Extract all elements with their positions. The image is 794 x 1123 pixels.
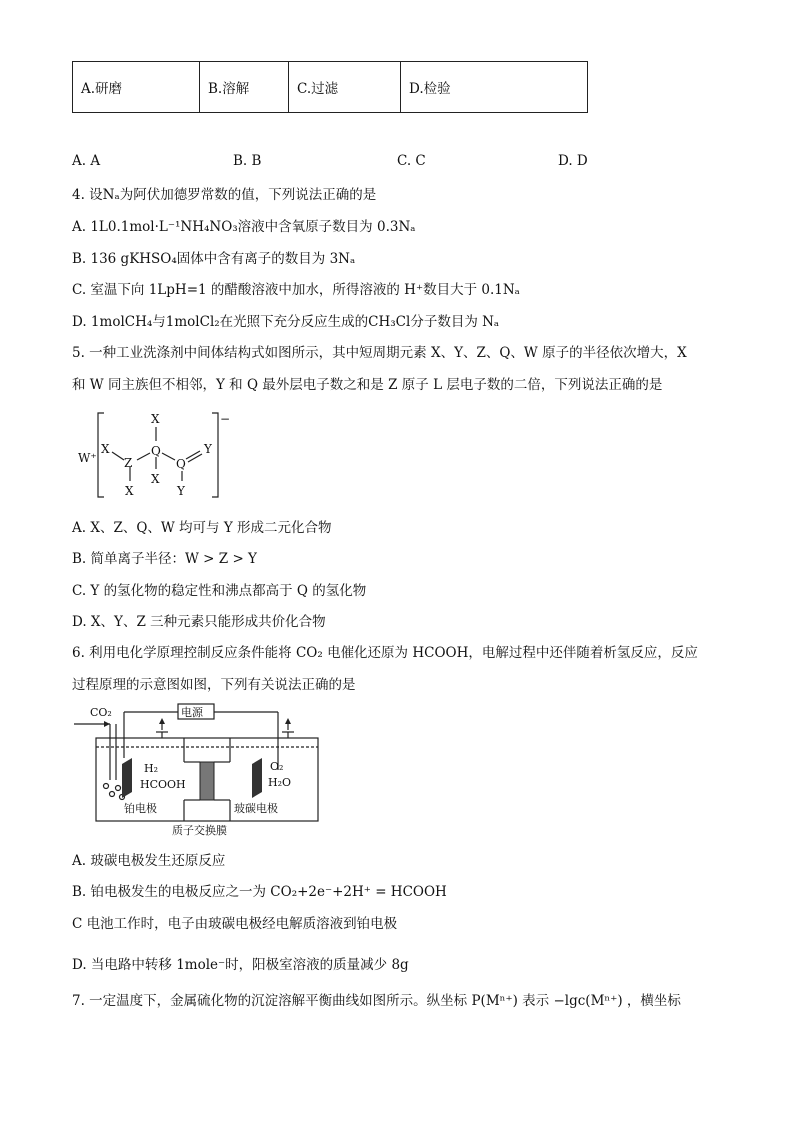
q7-stem-part-a: 7. 一定温度下，金属硫化物的沉淀溶解平衡曲线如图所示。纵坐标 bbox=[72, 993, 468, 1009]
struct-w: W⁺ bbox=[78, 451, 97, 465]
q3-option-a[interactable]: A. A bbox=[72, 153, 101, 169]
q3-cell-a: A.研磨 bbox=[73, 62, 200, 113]
diagram-co2-label: CO₂ bbox=[90, 706, 112, 719]
diagram-h2-label: H₂ bbox=[144, 762, 159, 775]
diagram-h2o-label: H₂O bbox=[268, 776, 292, 789]
struct-q1: Q bbox=[151, 444, 161, 458]
diagram-pt-electrode-label: 铂电极 bbox=[124, 802, 157, 815]
q7-stem-part-d: −lgc(Mⁿ⁺) bbox=[553, 993, 623, 1009]
q3-cell-b: B.溶解 bbox=[200, 62, 289, 113]
diagram-hcooh-label: HCOOH bbox=[140, 778, 186, 791]
struct-x1: X bbox=[101, 442, 110, 456]
q3-option-d[interactable]: D. D bbox=[558, 153, 588, 169]
struct-x2: X bbox=[151, 412, 160, 426]
q6-option-d[interactable]: D. 当电路中转移 1mole⁻时，阳极室溶液的质量减少 8g bbox=[72, 957, 409, 973]
diagram-gc-electrode-label: 玻碳电极 bbox=[234, 802, 278, 815]
q7-stem-part-e: ，横坐标 bbox=[626, 993, 681, 1009]
struct-y2: Y bbox=[177, 484, 185, 498]
diagram-power-label: 电源 bbox=[181, 706, 203, 719]
q7-stem-part-b: P(Mⁿ⁺) bbox=[471, 993, 518, 1009]
q4-option-a[interactable]: A. 1L0.1mol·L⁻¹NH₄NO₃溶液中含氧原子数目为 0.3Nₐ bbox=[72, 219, 416, 235]
q5-option-b[interactable]: B. 简单离子半径：W > Z > Y bbox=[72, 551, 257, 567]
q6-stem-line2: 过程原理的示意图如图，下列有关说法正确的是 bbox=[72, 677, 356, 693]
q7-stem bbox=[72, 989, 681, 1009]
q5-stem-line2: 和 W 同主族但不相邻，Y 和 Q 最外层电子数之和是 Z 原子 L 层电子数的二倍，下列说法正确的是 bbox=[72, 377, 663, 393]
q5-option-c[interactable]: C. Y 的氢化物的稳定性和沸点都高于 Q 的氢化物 bbox=[72, 583, 367, 599]
struct-q2: Q bbox=[176, 457, 186, 471]
q3-option-c[interactable]: C. C bbox=[397, 153, 426, 169]
struct-x3: X bbox=[151, 472, 160, 486]
diagram-membrane-label: 质子交换膜 bbox=[172, 824, 227, 837]
q3-cell-c: C.过滤 bbox=[289, 62, 401, 113]
q6-stem-line1: 6. 利用电化学原理控制反应条件能将 CO₂ 电催化还原为 HCOOH，电解过程中还伴随着析氢反应，反应 bbox=[72, 645, 698, 661]
q7-stem-part-c: 表示 bbox=[522, 993, 550, 1009]
q6-electrolysis-diagram bbox=[74, 700, 330, 840]
diagram-o2-label: O₂ bbox=[270, 760, 284, 773]
q5-option-a[interactable]: A. X、Z、Q、W 均可与 Y 形成二元化合物 bbox=[72, 520, 332, 536]
q4-stem: 4. 设Nₐ为阿伏加德罗常数的值，下列说法正确的是 bbox=[72, 187, 377, 203]
q5-stem-line1: 5. 一种工业洗涤剂中间体结构式如图所示，其中短周期元素 X、Y、Z、Q、W 原子的半径依次增大，X bbox=[72, 345, 687, 361]
q3-cell-d: D.检验 bbox=[401, 62, 588, 113]
q6-option-b[interactable]: B. 铂电极发生的电极反应之一为 CO₂+2e⁻+2H⁺ = HCOOH bbox=[72, 884, 447, 900]
q5-option-d[interactable]: D. X、Y、Z 三种元素只能形成共价化合物 bbox=[72, 614, 326, 630]
q4-option-d[interactable]: D. 1molCH₄与1molCl₂在光照下充分反应生成的CH₃Cl分子数目为 Nₐ bbox=[72, 314, 500, 330]
struct-y1: Y bbox=[204, 442, 212, 456]
q6-option-a[interactable]: A. 玻碳电极发生还原反应 bbox=[72, 853, 226, 869]
q3-table bbox=[72, 61, 588, 113]
struct-charge: − bbox=[220, 412, 231, 426]
q3-option-b[interactable]: B. B bbox=[233, 153, 262, 169]
q5-structure-diagram bbox=[74, 405, 244, 505]
struct-z: Z bbox=[124, 456, 133, 470]
q6-option-c[interactable]: C 电池工作时，电子由玻碳电极经电解质溶液到铂电极 bbox=[72, 916, 398, 932]
q4-option-c[interactable]: C. 室温下向 1LpH=1 的醋酸溶液中加水，所得溶液的 H⁺数目大于 0.1Nₐ bbox=[72, 282, 520, 298]
q4-option-b[interactable]: B. 136 gKHSO₄固体中含有离子的数目为 3Nₐ bbox=[72, 251, 356, 267]
struct-x4: X bbox=[125, 484, 134, 498]
